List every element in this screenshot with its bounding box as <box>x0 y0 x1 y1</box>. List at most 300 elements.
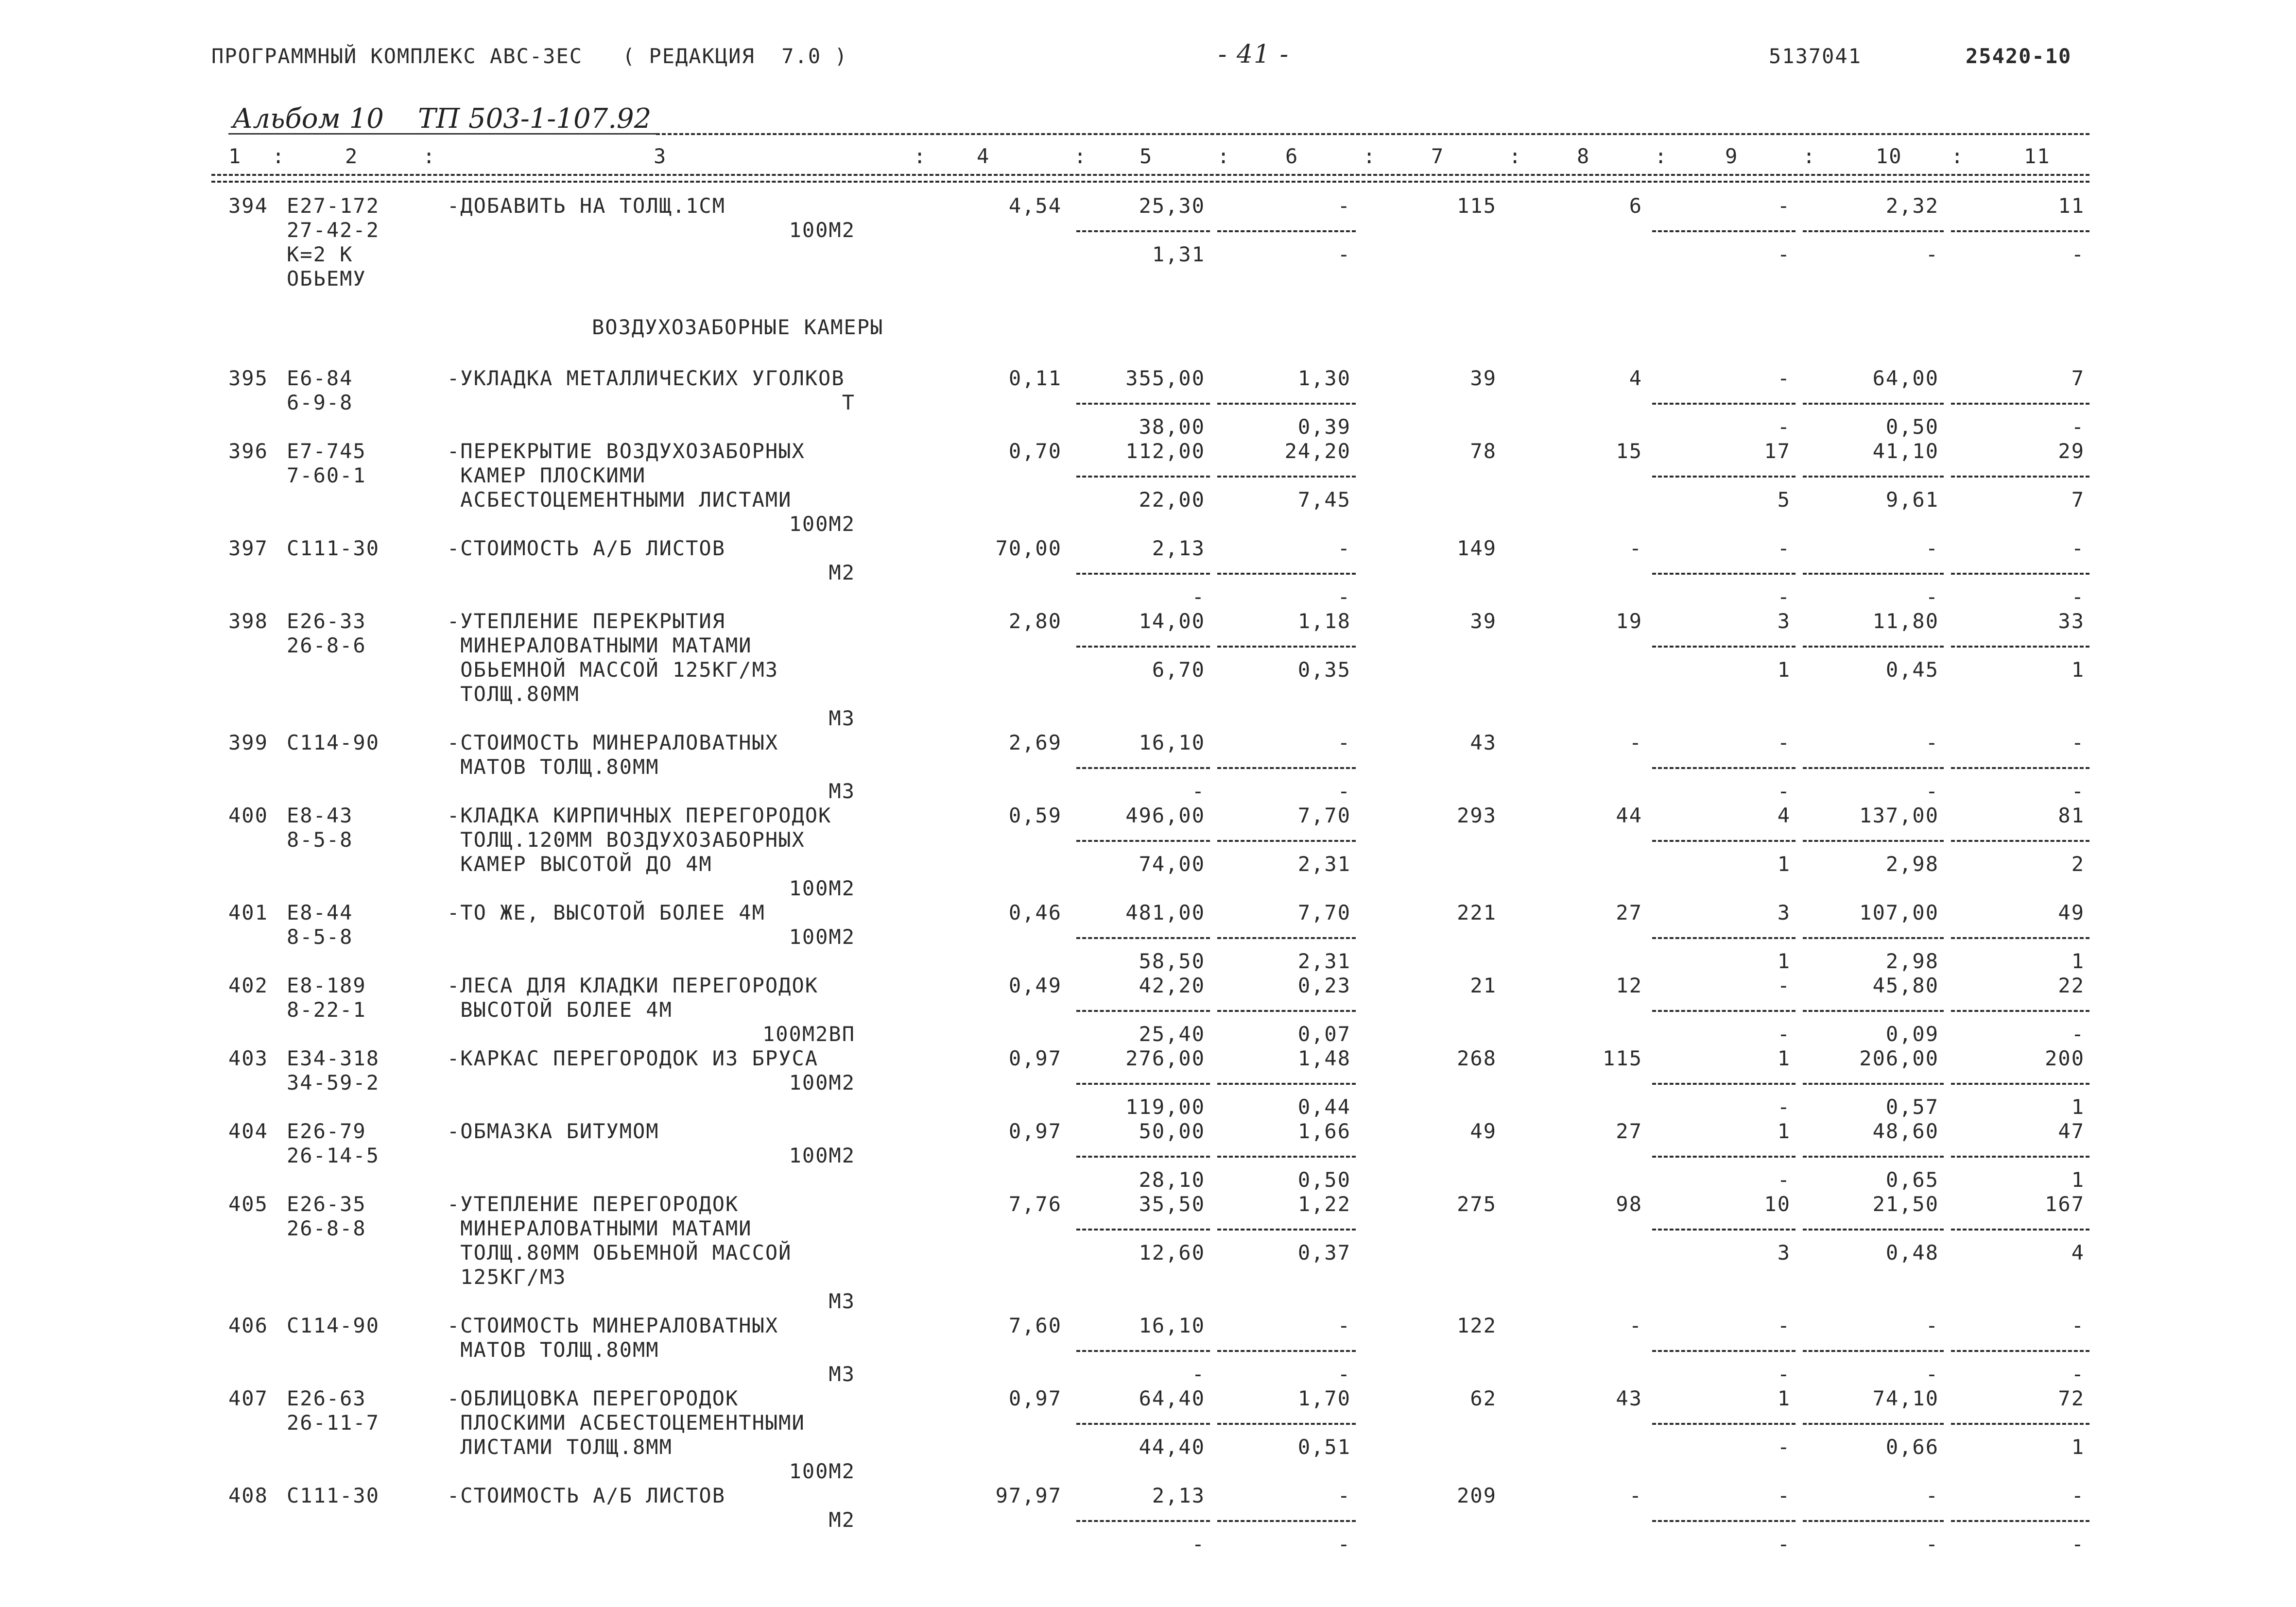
value-c5: 481,00 <box>1125 901 1205 924</box>
value-c10b: 0,48 <box>1885 1241 1939 1265</box>
row-number: 400 <box>228 804 268 827</box>
value-c10: - <box>1925 1314 1939 1337</box>
value-c6b: 0,35 <box>1297 658 1351 682</box>
value-c11b: - <box>2071 779 2085 803</box>
column-header-1: 1 <box>228 144 242 168</box>
value-c9b: 1 <box>1777 949 1791 973</box>
value-divider <box>1951 1350 2089 1352</box>
value-divider <box>1217 476 1356 478</box>
rate-code: 26-11-7 <box>287 1411 380 1435</box>
value-divider <box>1803 1010 1944 1012</box>
value-divider <box>1803 573 1944 575</box>
rate-code: 7-60-1 <box>287 463 366 487</box>
value-c5b: - <box>1191 1362 1205 1386</box>
value-c9: 17 <box>1764 439 1791 463</box>
value-c9: 1 <box>1777 1386 1791 1410</box>
value-c5b: 44,40 <box>1139 1435 1205 1459</box>
value-divider <box>1217 1229 1356 1231</box>
column-header-3: 3 <box>654 144 667 168</box>
value-divider <box>1652 840 1795 842</box>
value-divider <box>1803 1229 1944 1231</box>
value-divider <box>1076 1083 1210 1085</box>
album-label: Альбом 10 <box>232 103 384 135</box>
rate-code: 6-9-8 <box>287 391 353 414</box>
value-divider <box>1652 1350 1795 1352</box>
value-c5b: - <box>1191 585 1205 609</box>
value-divider <box>1652 1010 1795 1012</box>
value-c11b: 1 <box>2071 1095 2085 1119</box>
value-c7: 39 <box>1470 609 1497 633</box>
value-c6b: - <box>1337 1362 1351 1386</box>
value-c5: 42,20 <box>1139 974 1205 997</box>
value-c5b: 1,31 <box>1152 242 1205 266</box>
value-divider <box>1076 1520 1210 1522</box>
row-number: 395 <box>228 366 268 390</box>
value-c11: - <box>2071 536 2085 560</box>
unit-of-measure: М2 <box>829 1508 855 1532</box>
unit-of-measure: М3 <box>829 779 855 803</box>
value-divider <box>1076 1010 1210 1012</box>
value-divider <box>1652 1229 1795 1231</box>
value-divider <box>1076 767 1210 769</box>
work-description: -СТОИМОСТЬ А/Б ЛИСТОВ <box>447 1484 726 1507</box>
column-separator: : <box>1363 144 1377 168</box>
header-rule-top <box>656 133 2089 135</box>
value-c9: - <box>1777 366 1791 390</box>
value-c10: 11,80 <box>1872 609 1939 633</box>
value-c10: 41,10 <box>1872 439 1939 463</box>
value-c4: 0,49 <box>1008 974 1062 997</box>
value-c4: 0,97 <box>1008 1046 1062 1070</box>
value-c5b: 25,40 <box>1139 1022 1205 1046</box>
value-c10: 206,00 <box>1859 1046 1939 1070</box>
work-description: -КЛАДКА КИРПИЧНЫХ ПЕРЕГОРОДОК <box>447 804 832 827</box>
work-description: МАТОВ ТОЛЩ.80ММ <box>447 1338 659 1362</box>
value-divider <box>1803 1156 1944 1158</box>
unit-of-measure: 100М2 <box>789 925 855 949</box>
value-divider <box>1217 1010 1356 1012</box>
value-c6b: - <box>1337 779 1351 803</box>
row-number: 403 <box>228 1046 268 1070</box>
column-header-6: 6 <box>1285 144 1299 168</box>
value-c7: 49 <box>1470 1119 1497 1143</box>
column-separator: : <box>1655 144 1668 168</box>
value-c4: 2,80 <box>1008 609 1062 633</box>
work-description: МИНЕРАЛОВАТНЫМИ МАТАМИ <box>447 633 752 657</box>
value-c5b: 6,70 <box>1152 658 1205 682</box>
value-c10: 137,00 <box>1859 804 1939 827</box>
work-description: -УТЕПЛЕНИЕ ПЕРЕГОРОДОК <box>447 1192 739 1216</box>
unit-of-measure: 100М2 <box>789 512 855 536</box>
value-divider <box>1652 646 1795 648</box>
value-c10b: 0,65 <box>1885 1168 1939 1192</box>
value-c9: - <box>1777 974 1791 997</box>
value-c5: 276,00 <box>1125 1046 1205 1070</box>
value-c8: 43 <box>1616 1386 1642 1410</box>
value-c7: 268 <box>1457 1046 1497 1070</box>
value-c5: 496,00 <box>1125 804 1205 827</box>
value-c5b: 58,50 <box>1139 949 1205 973</box>
value-c10: 2,32 <box>1885 194 1939 218</box>
value-c11: 72 <box>2058 1386 2085 1410</box>
value-c4: 70,00 <box>995 536 1062 560</box>
column-separator: : <box>272 144 286 168</box>
value-c8: 44 <box>1616 804 1642 827</box>
value-divider <box>1951 1229 2089 1231</box>
value-c11: 29 <box>2058 439 2085 463</box>
document-number: 25420-10 <box>1966 44 2072 68</box>
value-c6: - <box>1337 1484 1351 1507</box>
row-number: 406 <box>228 1314 268 1337</box>
work-description: МИНЕРАЛОВАТНЫМИ МАТАМИ <box>447 1216 752 1240</box>
value-c11b: 1 <box>2071 1435 2085 1459</box>
album-underline <box>228 133 656 135</box>
value-c9: - <box>1777 194 1791 218</box>
value-c6: - <box>1337 1314 1351 1337</box>
value-c8: 12 <box>1616 974 1642 997</box>
value-c6: 7,70 <box>1297 901 1351 924</box>
value-c9b: 1 <box>1777 852 1791 876</box>
work-description: АСБЕСТОЦЕМЕНТНЫМИ ЛИСТАМИ <box>447 488 792 512</box>
value-c8: 4 <box>1629 366 1642 390</box>
value-c7: 39 <box>1470 366 1497 390</box>
value-c9b: - <box>1777 1435 1791 1459</box>
rate-code: Е6-84 <box>287 366 353 390</box>
rate-code: 26-8-8 <box>287 1216 366 1240</box>
value-c8: 15 <box>1616 439 1642 463</box>
value-divider <box>1217 403 1356 405</box>
rate-code: 34-59-2 <box>287 1071 380 1094</box>
value-divider <box>1217 1350 1356 1352</box>
value-c9b: - <box>1777 1095 1791 1119</box>
value-c11b: 1 <box>2071 1168 2085 1192</box>
value-c6b: - <box>1337 585 1351 609</box>
work-description: МАТОВ ТОЛЩ.80ММ <box>447 755 659 779</box>
value-c10: 21,50 <box>1872 1192 1939 1216</box>
value-c10: 64,00 <box>1872 366 1939 390</box>
value-c9: - <box>1777 536 1791 560</box>
value-c10b: 9,61 <box>1885 488 1939 512</box>
value-c9: 3 <box>1777 609 1791 633</box>
value-c7: 21 <box>1470 974 1497 997</box>
value-divider <box>1076 230 1210 232</box>
work-description: -КАРКАС ПЕРЕГОРОДОК ИЗ БРУСА <box>447 1046 819 1070</box>
value-c11: 33 <box>2058 609 2085 633</box>
value-divider <box>1217 573 1356 575</box>
value-c5b: 74,00 <box>1139 852 1205 876</box>
value-c7: 149 <box>1457 536 1497 560</box>
value-c5b: 28,10 <box>1139 1168 1205 1192</box>
value-c7: 78 <box>1470 439 1497 463</box>
value-c8: 115 <box>1603 1046 1642 1070</box>
row-number: 399 <box>228 731 268 754</box>
value-divider <box>1803 1083 1944 1085</box>
value-c5b: 12,60 <box>1139 1241 1205 1265</box>
value-divider <box>1951 573 2089 575</box>
value-c11: 7 <box>2071 366 2085 390</box>
value-divider <box>1803 646 1944 648</box>
rate-code: С114-90 <box>287 731 380 754</box>
value-c10b: 0,66 <box>1885 1435 1939 1459</box>
value-c9: - <box>1777 1484 1791 1507</box>
value-divider <box>1803 403 1944 405</box>
value-c11: 200 <box>2045 1046 2085 1070</box>
row-number: 396 <box>228 439 268 463</box>
value-divider <box>1076 1156 1210 1158</box>
work-description: 125КГ/М3 <box>447 1265 567 1289</box>
value-c4: 97,97 <box>995 1484 1062 1507</box>
work-description: -СТОИМОСТЬ МИНЕРАЛОВАТНЫХ <box>447 1314 779 1337</box>
rate-code: Е26-79 <box>287 1119 366 1143</box>
value-c9b: - <box>1777 242 1791 266</box>
work-description: ТОЛЩ.80ММ <box>447 682 580 706</box>
row-number: 405 <box>228 1192 268 1216</box>
value-c11b: - <box>2071 1532 2085 1556</box>
value-c10: 107,00 <box>1859 901 1939 924</box>
value-c10b: 2,98 <box>1885 949 1939 973</box>
value-c8: - <box>1629 536 1642 560</box>
value-c8: - <box>1629 731 1642 754</box>
value-c10b: - <box>1925 242 1939 266</box>
rate-code: Е7-745 <box>287 439 366 463</box>
value-divider <box>1217 646 1356 648</box>
value-divider <box>1652 1083 1795 1085</box>
row-number: 398 <box>228 609 268 633</box>
value-c5: 50,00 <box>1139 1119 1205 1143</box>
work-description: -СТОИМОСТЬ МИНЕРАЛОВАТНЫХ <box>447 731 779 754</box>
value-c4: 0,46 <box>1008 901 1062 924</box>
value-c11b: 7 <box>2071 488 2085 512</box>
rate-code: Е34-318 <box>287 1046 380 1070</box>
rate-code: 26-8-6 <box>287 633 366 657</box>
column-separator: : <box>1951 144 1965 168</box>
value-c6b: 0,39 <box>1297 415 1351 439</box>
value-c5: 64,40 <box>1139 1386 1205 1410</box>
value-c4: 7,60 <box>1008 1314 1062 1337</box>
value-c11: - <box>2071 731 2085 754</box>
column-header-7: 7 <box>1431 144 1445 168</box>
value-c9: 1 <box>1777 1046 1791 1070</box>
value-divider <box>1076 1350 1210 1352</box>
value-c5: 355,00 <box>1125 366 1205 390</box>
unit-of-measure: 100М2ВП <box>762 1022 855 1046</box>
value-c6b: 0,50 <box>1297 1168 1351 1192</box>
project-label: ТП 503-1-107.92 <box>418 103 652 135</box>
column-separator: : <box>914 144 927 168</box>
value-divider <box>1951 937 2089 939</box>
value-c6: - <box>1337 731 1351 754</box>
value-divider <box>1951 646 2089 648</box>
row-number: 397 <box>228 536 268 560</box>
code-number: 5137041 <box>1769 44 1862 68</box>
value-c6b: 2,31 <box>1297 949 1351 973</box>
value-divider <box>1951 767 2089 769</box>
column-header-4: 4 <box>977 144 990 168</box>
value-divider <box>1076 1423 1210 1425</box>
value-c7: 209 <box>1457 1484 1497 1507</box>
value-c11: 11 <box>2058 194 2085 218</box>
row-number: 401 <box>228 901 268 924</box>
value-c9b: - <box>1777 415 1791 439</box>
value-divider <box>1803 230 1944 232</box>
value-divider <box>1951 1083 2089 1085</box>
value-c6b: 0,44 <box>1297 1095 1351 1119</box>
value-divider <box>1217 1520 1356 1522</box>
value-c6: - <box>1337 194 1351 218</box>
column-header-5: 5 <box>1139 144 1153 168</box>
value-c8: 27 <box>1616 1119 1642 1143</box>
rate-code: С111-30 <box>287 536 380 560</box>
value-divider <box>1803 1520 1944 1522</box>
unit-of-measure: 100М2 <box>789 1144 855 1167</box>
work-description: КАМЕР ПЛОСКИМИ <box>447 463 646 487</box>
value-c6: 7,70 <box>1297 804 1351 827</box>
value-c4: 0,97 <box>1008 1386 1062 1410</box>
value-c11: - <box>2071 1484 2085 1507</box>
value-c10b: 2,98 <box>1885 852 1939 876</box>
value-c5: 112,00 <box>1125 439 1205 463</box>
unit-of-measure: 100М2 <box>789 876 855 900</box>
rate-code: Е26-35 <box>287 1192 366 1216</box>
value-c5b: 119,00 <box>1125 1095 1205 1119</box>
value-c9b: - <box>1777 779 1791 803</box>
header-rule-2 <box>211 181 2089 183</box>
work-description: ЛИСТАМИ ТОЛЩ.8ММ <box>447 1435 673 1459</box>
unit-of-measure: 100М2 <box>789 218 855 242</box>
unit-of-measure: 100М2 <box>789 1071 855 1094</box>
rate-code: С111-30 <box>287 1484 380 1507</box>
value-c6b: 2,31 <box>1297 852 1351 876</box>
rate-code: Е26-33 <box>287 609 366 633</box>
value-c5b: - <box>1191 1532 1205 1556</box>
value-c6: 1,48 <box>1297 1046 1351 1070</box>
value-c11: 81 <box>2058 804 2085 827</box>
value-c4: 0,70 <box>1008 439 1062 463</box>
value-c10b: 0,09 <box>1885 1022 1939 1046</box>
column-header-2: 2 <box>345 144 359 168</box>
value-c7: 43 <box>1470 731 1497 754</box>
column-header-8: 8 <box>1577 144 1590 168</box>
value-c9b: - <box>1777 1022 1791 1046</box>
value-c11b: - <box>2071 415 2085 439</box>
value-divider <box>1951 1156 2089 1158</box>
column-separator: : <box>423 144 436 168</box>
rate-code: 27-42-2 <box>287 218 380 242</box>
value-c8: 98 <box>1616 1192 1642 1216</box>
value-c11: 167 <box>2045 1192 2085 1216</box>
value-c6: 0,23 <box>1297 974 1351 997</box>
work-description: -УТЕПЛЕНИЕ ПЕРЕКРЫТИЯ <box>447 609 726 633</box>
rate-code: К=2 К <box>287 242 353 266</box>
value-c5: 16,10 <box>1139 1314 1205 1337</box>
value-divider <box>1652 573 1795 575</box>
value-divider <box>1951 476 2089 478</box>
value-divider <box>1652 937 1795 939</box>
value-c11b: 1 <box>2071 658 2085 682</box>
work-description: ТОЛЩ.80ММ ОБЬЕМНОЙ МАССОЙ <box>447 1241 792 1265</box>
row-number: 408 <box>228 1484 268 1507</box>
rate-code: 8-22-1 <box>287 998 366 1022</box>
work-description: КАМЕР ВЫСОТОЙ ДО 4М <box>447 852 712 876</box>
value-c8: - <box>1629 1314 1642 1337</box>
value-c9: - <box>1777 1314 1791 1337</box>
column-header-10: 10 <box>1876 144 1902 168</box>
value-c6: 1,22 <box>1297 1192 1351 1216</box>
rate-code: ОБЬЕМУ <box>287 267 366 291</box>
value-divider <box>1652 1156 1795 1158</box>
value-c11b: - <box>2071 585 2085 609</box>
value-c4: 0,11 <box>1008 366 1062 390</box>
column-separator: : <box>1509 144 1522 168</box>
column-separator: : <box>1217 144 1231 168</box>
section-title: ВОЗДУХОЗАБОРНЫЕ КАМЕРЫ <box>592 315 884 339</box>
value-c7: 293 <box>1457 804 1497 827</box>
value-divider <box>1652 403 1795 405</box>
header-rule-1 <box>211 174 2089 176</box>
value-c9b: - <box>1777 1168 1791 1192</box>
value-c10b: 0,57 <box>1885 1095 1939 1119</box>
value-c11: - <box>2071 1314 2085 1337</box>
value-c6: 1,70 <box>1297 1386 1351 1410</box>
work-description: -ЛЕСА ДЛЯ КЛАДКИ ПЕРЕГОРОДОК <box>447 974 819 997</box>
value-c8: - <box>1629 1484 1642 1507</box>
value-c11: 22 <box>2058 974 2085 997</box>
row-number: 394 <box>228 194 268 218</box>
value-c7: 122 <box>1457 1314 1497 1337</box>
value-c9b: 5 <box>1777 488 1791 512</box>
value-divider <box>1951 230 2089 232</box>
value-c10b: - <box>1925 779 1939 803</box>
row-number: 402 <box>228 974 268 997</box>
value-c10: - <box>1925 536 1939 560</box>
value-divider <box>1076 403 1210 405</box>
value-c9: 10 <box>1764 1192 1791 1216</box>
value-divider <box>1803 937 1944 939</box>
value-divider <box>1076 840 1210 842</box>
value-divider <box>1951 1520 2089 1522</box>
column-header-9: 9 <box>1725 144 1739 168</box>
work-description: ПЛОСКИМИ АСБЕСТОЦЕМЕНТНЫМИ <box>447 1411 805 1435</box>
value-c11b: - <box>2071 1022 2085 1046</box>
value-divider <box>1803 1423 1944 1425</box>
unit-of-measure: М3 <box>829 706 855 730</box>
value-c5: 14,00 <box>1139 609 1205 633</box>
value-c6b: 0,07 <box>1297 1022 1351 1046</box>
value-divider <box>1217 840 1356 842</box>
value-c10: - <box>1925 1484 1939 1507</box>
unit-of-measure: Т <box>842 391 855 414</box>
value-c10b: 0,45 <box>1885 658 1939 682</box>
value-c7: 62 <box>1470 1386 1497 1410</box>
work-description: -ТО ЖЕ, ВЫСОТОЙ БОЛЕЕ 4М <box>447 901 765 924</box>
value-divider <box>1217 937 1356 939</box>
value-c6: 1,18 <box>1297 609 1351 633</box>
value-divider <box>1652 476 1795 478</box>
rate-code: Е8-189 <box>287 974 366 997</box>
value-c5: 2,13 <box>1152 536 1205 560</box>
value-divider <box>1217 1423 1356 1425</box>
column-header-11: 11 <box>2024 144 2051 168</box>
unit-of-measure: М3 <box>829 1289 855 1313</box>
value-c6b: - <box>1337 242 1351 266</box>
value-divider <box>1217 767 1356 769</box>
value-divider <box>1803 840 1944 842</box>
value-divider <box>1803 476 1944 478</box>
unit-of-measure: М3 <box>829 1362 855 1386</box>
value-c10: 45,80 <box>1872 974 1939 997</box>
value-c6b: 7,45 <box>1297 488 1351 512</box>
value-c5: 35,50 <box>1139 1192 1205 1216</box>
